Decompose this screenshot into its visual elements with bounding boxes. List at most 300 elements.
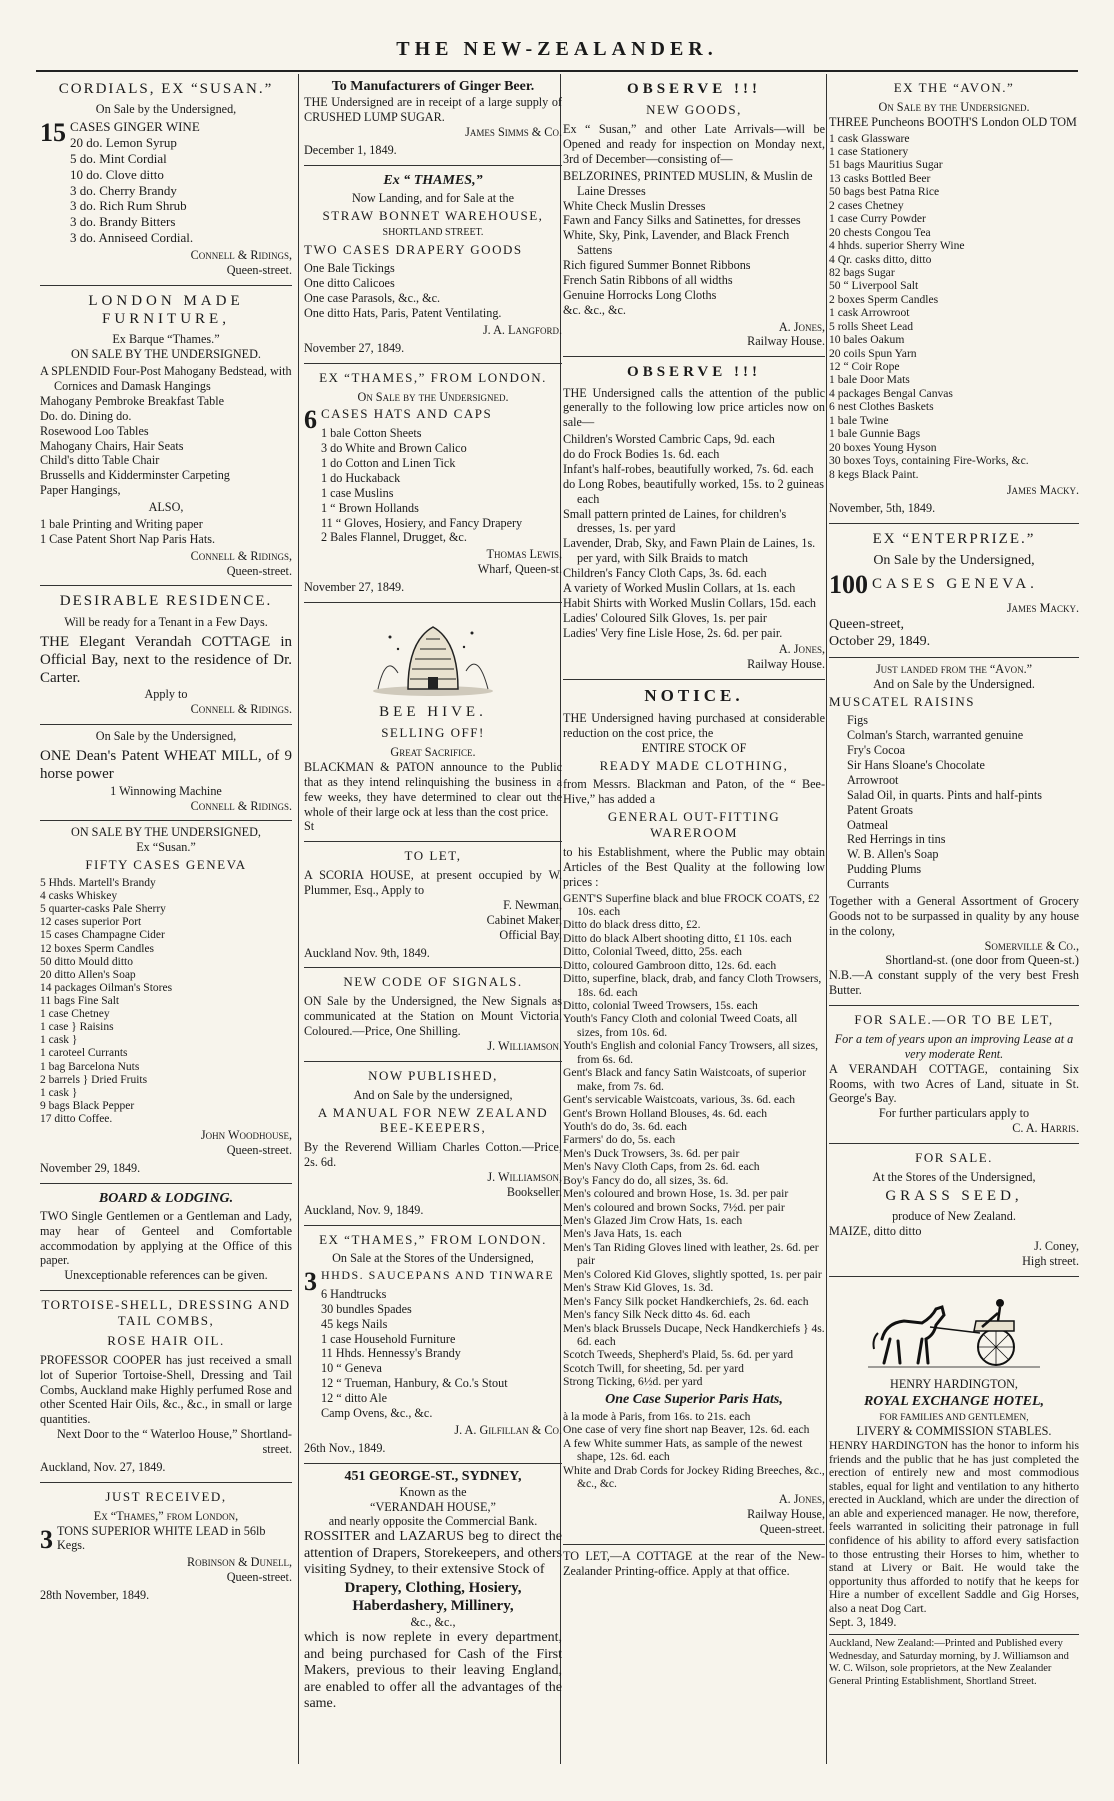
ad-subheading: Ex “Thames,” from London, <box>93 1508 239 1523</box>
list-item: 4 hhds. superior Sherry Wine <box>829 239 965 253</box>
item-list <box>40 877 292 1126</box>
list-item: 1 caroteel Currants <box>40 1047 128 1060</box>
ad-name: “VERANDAH HOUSE,” <box>370 1499 496 1514</box>
signature: F. Newman, <box>503 897 562 912</box>
column-rule <box>826 74 827 1764</box>
list-item: 1 case Household Furniture <box>321 1331 456 1346</box>
ad-date: Sept. 3, 1849. <box>829 1615 897 1630</box>
list-item: 2 cases Chetney <box>829 198 904 212</box>
ad-apply: For further particulars apply to <box>878 1106 1030 1121</box>
ad-heading: ROYAL EXCHANGE HOTEL, <box>863 1394 1045 1410</box>
ad-intro: Ex “ Susan,” and other Late Arrivals—will be Opened and ready for inspection on Monday next, 3rd of December—consisting of— <box>563 122 825 166</box>
ad-body: By the Reverend William Charles Cotton.—Price, 2s. 6d. <box>304 1140 562 1170</box>
list-item: Youth's Fancy Cloth and colonial Tweed Coats, all sizes, from 10s. 6d. <box>563 1012 798 1039</box>
ad-board-lodging <box>40 1184 292 1291</box>
ad-heading: BEE HIVE. <box>379 703 487 720</box>
ad-heading: 451 GEORGE-ST., SYDNEY, <box>344 1468 522 1484</box>
item-list <box>321 1287 562 1421</box>
ad-bee-hive <box>304 603 562 842</box>
signature: J. Williamson. <box>487 1038 562 1053</box>
item-list <box>321 426 562 545</box>
ad-body: ROSSITER and LAZARUS beg to direct the attention of Drapers, Storekeepers, and others visiting Sydney, to their extensive Stock of <box>304 1529 562 1578</box>
list-item: 3 do. Rich Rum Shrub <box>70 198 187 214</box>
ad-verandah-cottage <box>829 1006 1079 1144</box>
signature: Thomas Lewis, <box>486 547 562 562</box>
list-item: 50 ditto Mould ditto <box>40 955 133 968</box>
list-item: 14 packages Oilman's Stores <box>40 981 173 994</box>
list-item: 8 kegs Black Paint. <box>829 467 919 481</box>
printer-imprint: Auckland, New Zealand:—Printed and Published every Wednesday, and Saturday morning, by J. Williamson and W. C. Wilson, sole proprietors, at the New Zealander General Printing Establishment, Shortland Street. <box>829 1634 1079 1688</box>
list-item: 1 do Cotton and Linen Tick <box>321 456 456 471</box>
list-item: 3 do. Anniseed Cordial. <box>70 230 194 246</box>
address: Queen-street. <box>226 563 292 578</box>
ad-avon <box>829 74 1079 524</box>
item-list <box>847 713 1079 892</box>
list-item: 9 bags Black Pepper <box>40 1099 135 1112</box>
signature-2: Railway House, <box>747 1507 825 1522</box>
ad-heading: Just landed from the “Avon.” <box>875 661 1033 676</box>
list-item: Salad Oil, in quarts. Pints and half-pints <box>847 787 1042 802</box>
list-item: Men's Glazed Jim Crow Hats, 1s. each <box>563 1214 743 1228</box>
ad-heading: CORDIALS, EX “SUSAN.” <box>58 81 274 97</box>
signature: A. Jones, <box>778 319 825 334</box>
ad-date: November 29, 1849. <box>40 1160 141 1175</box>
horse-carriage-illustration-icon <box>864 1287 1044 1371</box>
ad-observe-low-price <box>563 357 825 680</box>
item-list <box>70 119 200 246</box>
ad-heading: EX THE “AVON.” <box>893 80 1015 95</box>
list-item: Men's Duck Trowsers, 3s. 6d. per pair <box>563 1146 740 1160</box>
list-item: 4 casks Whiskey <box>40 890 118 903</box>
ad-body-2: to his Establishment, where the Public may obtain Articles of the Best Quality at the following low prices : <box>563 844 825 889</box>
list-item: White and Drab Cords for Jockey Riding Breeches, &c., &c., &c. <box>563 1463 825 1490</box>
list-item: 10 “ Geneva <box>321 1361 382 1376</box>
list-item: 5 rolls Sheet Lead <box>829 319 914 333</box>
list-item: 1 case Muslins <box>321 485 394 500</box>
list-item: 4 packages Bengal Canvas <box>829 386 953 400</box>
list-item: Red Herrings in tins <box>847 832 946 847</box>
list-item: Fry's Cocoa <box>847 743 906 758</box>
signature: C. A. Harris. <box>1012 1121 1079 1136</box>
list-item: Children's Worsted Cambric Caps, 9d. each <box>563 432 775 447</box>
ad-bold: Drapery, Clothing, Hosiery, Haberdashery, Millinery, <box>344 1579 522 1615</box>
list-item: Ladies' Very fine Lisle Hose, 2s. 6d. per pair. <box>563 625 783 640</box>
list-item: Fawn and Fancy Silks and Satinettes, for dresses <box>563 213 801 228</box>
ad-heading: NEW CODE OF SIGNALS. <box>343 974 523 990</box>
ad-list-wrap <box>304 404 562 547</box>
list-item: BELZORINES, PRINTED MUSLIN, & Muslin de Laine Dresses <box>563 168 813 198</box>
masthead: THE NEW-ZEALANDER. <box>396 38 718 60</box>
ad-heading: TORTOISE-SHELL, DRESSING AND TAIL COMBS, <box>41 1297 291 1329</box>
ad-heading: NOW PUBLISHED, <box>368 1067 498 1083</box>
list-item: Men's Fancy Silk pocket Handkerchiefs, 2s. 6d. each <box>563 1294 809 1308</box>
list-item: Camp Ovens, &c., &c. <box>321 1405 433 1420</box>
ad-list-wrap <box>829 569 1079 601</box>
column-3 <box>563 74 825 1774</box>
ad-body: ONE Dean's Patent WHEAT MILL, of 9 horse power <box>40 748 292 783</box>
ad-body: PROFESSOR COOPER has just received a small lot of Superior Tortoise-Shell, Dressing and Tail Combs, Auckland make Highly perfumed Rose and other Scented Hair Oils, &c., &c., in small or large quantities. <box>40 1352 292 1427</box>
item-list <box>563 1410 825 1491</box>
signature: James Macky. <box>1006 600 1079 615</box>
ad-hats-caps <box>304 364 562 603</box>
ad-street: SHORTLAND STREET. <box>382 227 484 239</box>
ad-residence <box>40 586 292 725</box>
address: Queen-street. <box>226 1142 292 1157</box>
list-item: Arrowroot <box>847 772 899 787</box>
list-item: 4 Qr. casks ditto, ditto <box>829 252 932 266</box>
list-item: Gent's servicable Waistcoats, various, 3s. 6d. each <box>563 1093 796 1107</box>
list-item: Scotch Twill, for sheeting, 5d. per yard <box>563 1361 744 1375</box>
list-item: 20 ditto Allen's Soap <box>40 968 136 981</box>
quantity-figure: 3 <box>304 1267 317 1297</box>
signature: Connell & Ridings, <box>190 248 292 263</box>
ad-list-wrap <box>40 117 292 248</box>
ad-body: TWO Single Gentlemen or a Gentleman and Lady, may hear of Genteel and Comfortable accommodation by applying at the Office of this paper. <box>40 1208 292 1268</box>
address: Railway House. <box>747 334 825 349</box>
ad-cottage-to-let <box>563 1545 825 1586</box>
list-item: 45 kegs Nails <box>321 1316 388 1331</box>
signature: J. Williamson, <box>487 1169 562 1184</box>
list-item: Genuine Horrocks Long Cloths <box>563 287 717 302</box>
item-list <box>40 517 292 547</box>
list-item: 2 Bales Flannel, Drugget, &c. <box>321 530 467 545</box>
list-item: A few White summer Hats, as sample of the newest shape, 12s. 6d. each <box>563 1436 803 1464</box>
list-item: Mahogany Chairs, Hair Seats <box>40 438 184 453</box>
address: Wharf, Queen-st. <box>477 562 562 577</box>
list-item: W. B. Allen's Soap <box>847 847 939 862</box>
item-list <box>304 261 562 321</box>
ad-heading: EX “THAMES,” FROM LONDON. <box>319 369 547 385</box>
signature: A. Jones, <box>778 642 825 657</box>
ad-heading: EX “THAMES,” FROM LONDON. <box>319 1231 547 1247</box>
ad-heading: DESIRABLE RESIDENCE. <box>59 593 273 610</box>
list-item: Farmers' do do, 5s. each <box>563 1133 676 1147</box>
ad-subheading: For a tem of years upon an improving Lease at a very moderate Rent. <box>834 1031 1074 1061</box>
ad-to-let-scoria <box>304 842 562 968</box>
ad-subheading: ROSE HAIR OIL. <box>107 1332 225 1348</box>
list-item: Boy's Fancy do do, all sizes, 3s. 6d. <box>563 1173 729 1187</box>
list-item: Brussells and Kidderminster Carpeting <box>40 468 230 483</box>
ad-fragment: St <box>304 819 315 834</box>
ad-date: Auckland Nov. 9th, 1849. <box>304 945 430 960</box>
column-1 <box>40 74 292 1774</box>
address: Railway House. <box>747 657 825 672</box>
ad-body: TONS SUPERIOR WHITE LEAD in 56lb Kegs. <box>57 1523 266 1553</box>
list-item: 12 “ ditto Ale <box>321 1391 388 1406</box>
ad-heading: TO LET, <box>404 848 462 864</box>
list-item: Do. do. Dining do. <box>40 408 132 423</box>
list-item: 1 case Stationery <box>829 145 909 159</box>
ad-date: 26th Nov., 1849. <box>304 1440 386 1455</box>
signature: Connell & Ridings. <box>190 702 292 717</box>
signature: J. Coney, <box>1034 1238 1079 1253</box>
ad-list-wrap <box>304 1266 562 1423</box>
ad-subheading-2: Great Sacrifice. <box>390 745 476 760</box>
list-item: 3 do White and Brown Calico <box>321 441 467 456</box>
column-2 <box>304 74 562 1774</box>
list-item: One case of very fine short nap Beaver, 12s. 6d. each <box>563 1423 810 1437</box>
item-list <box>563 892 825 1389</box>
list-item: 12 cases superior Port <box>40 916 142 929</box>
ad-list-wrap <box>40 1524 292 1556</box>
item-list <box>563 432 825 640</box>
ad-heading: OBSERVE !!! <box>627 364 761 381</box>
ad-heading: To Manufacturers of Ginger Beer. <box>331 79 535 94</box>
list-item: Ditto, coloured Gambroon ditto, 12s. 6d. each <box>563 958 777 972</box>
ad-date: November 27, 1849. <box>304 340 405 355</box>
address: Next Door to the “ Waterloo House,” Shortland-street. <box>56 1427 292 1457</box>
ad-lead: HHDS. SAUCEPANS AND TINWARE <box>321 1268 555 1283</box>
ad-also: ALSO, <box>148 500 184 515</box>
masthead-rule <box>36 70 1078 72</box>
list-item: 50 “ Liverpool Salt <box>829 279 919 293</box>
ad-intro: On Sale by the Undersigned. <box>878 99 1030 114</box>
ad-cordials <box>40 74 292 286</box>
list-item: Youth's English and colonial Fancy Trowsers, all sizes, from 6s. 6d. <box>563 1039 819 1066</box>
list-item: A variety of Worked Muslin Collars, at 1s. each <box>563 580 796 595</box>
list-item: One Bale Tickings <box>304 261 395 276</box>
list-item: 1 bag Barcelona Nuts <box>40 1060 140 1073</box>
ad-white-lead <box>40 1483 292 1610</box>
list-item: Habit Shirts with Worked Muslin Collars, 15d. each <box>563 595 817 610</box>
ad-intro: THE Undersigned calls the attention of the public generally to the following low price articles now on sale— <box>563 385 825 430</box>
ad-title: A MANUAL FOR NEW ZEALAND BEE-KEEPERS, <box>317 1104 549 1136</box>
list-item: 1 cask } <box>40 1086 78 1099</box>
list-item: &c. &c., &c. <box>563 302 626 317</box>
list-item: A SPLENDID Four-Post Mahogany Bedstead, with Cornices and Damask Hangings <box>40 364 292 394</box>
ad-apply: Apply to <box>144 687 188 702</box>
list-item: Gent's Black and fancy Satin Waistcoats, of superior make, from 7s. 6d. <box>563 1066 807 1093</box>
ad-subheading: SELLING OFF! <box>381 725 485 741</box>
signature: J. A. Langford. <box>482 322 562 337</box>
signature: Connell & Ridings. <box>190 798 292 813</box>
ad-geneva <box>40 821 292 1183</box>
ad-bold: One Case Superior Paris Hats, <box>605 1391 783 1407</box>
ad-subheading: FOR FAMILIES AND GENTLEMEN, <box>879 1412 1029 1423</box>
ad-lead: TWO CASES DRAPERY GOODS <box>304 241 523 257</box>
ad-date: December 1, 1849. <box>304 142 397 157</box>
list-item: 82 bags Sugar <box>829 265 895 279</box>
ad-saucepans <box>304 1226 562 1464</box>
ad-subheading: Will be ready for a Tenant in a Few Days. <box>64 614 268 629</box>
signature: James Simms & Co. <box>465 124 562 139</box>
ad-stock: ENTIRE STOCK OF <box>641 740 747 755</box>
ad-lead: MUSCATEL RAISINS <box>829 693 975 709</box>
list-item: Patent Groats <box>847 802 914 817</box>
item-list <box>563 169 825 318</box>
ad-body: TO LET,—A COTTAGE at the rear of the New-Zealander Printing-office. Apply at that office. <box>563 1549 825 1578</box>
column-4 <box>829 74 1079 1774</box>
ad-notice-clothing <box>563 680 825 1545</box>
address: Queen-street. <box>226 262 292 277</box>
ad-subheading: produce of New Zealand. <box>892 1209 1016 1224</box>
ad-intro: Now Landing, and for Sale at the <box>351 190 515 205</box>
signature-2: Cabinet Maker, <box>486 912 562 927</box>
address: Queen-street, <box>829 616 905 632</box>
list-item: 1 do Huckaback <box>321 470 401 485</box>
ad-wheat-mill <box>40 725 292 821</box>
item-list <box>40 364 292 498</box>
ad-enterprize <box>829 524 1079 658</box>
ad-etc: &c., &c., <box>410 1615 456 1630</box>
signature: J. A. Gilfillan & Co. <box>454 1422 562 1437</box>
list-item: 51 bags Mauritius Sugar <box>829 158 943 172</box>
list-item: Currants <box>847 877 889 892</box>
list-item: do Long Robes, beautifully worked, 15s. to 2 guineas each <box>563 476 824 506</box>
list-item: French Satin Ribbons of all widths <box>563 272 733 287</box>
list-item: 11 “ Gloves, Hosiery, and Fancy Drapery <box>321 515 523 530</box>
list-item: 12 “ Trueman, Hanbury, & Co.'s Stout <box>321 1376 508 1391</box>
signature: James Macky. <box>1006 482 1079 497</box>
list-item: 1 bale Door Mats <box>829 373 910 387</box>
list-item: 12 boxes Sperm Candles <box>40 942 155 955</box>
ad-heading: JUST RECEIVED, <box>105 1488 227 1504</box>
list-item: Pudding Plums <box>847 862 922 877</box>
ad-lead: CASES HATS AND CAPS <box>321 406 493 422</box>
list-item: Ditto do black dress ditto, £2. <box>563 918 701 932</box>
ad-intro: At the Stores of the Undersigned, <box>872 1169 1036 1184</box>
list-item: 1 cask Glassware <box>829 131 910 145</box>
list-item: 30 bundles Spades <box>321 1301 412 1316</box>
ad-subheading: Ex Barque “Thames.” <box>112 332 220 347</box>
ad-heading: LONDON MADE FURNITURE, <box>88 292 244 328</box>
ad-body: A SCORIA HOUSE, at present occupied by W. Plummer, Esq., Apply to <box>304 868 562 898</box>
ad-heading: BOARD & LODGING. <box>98 1190 234 1206</box>
list-item: 1 Case Patent Short Nap Paris Hats. <box>40 531 216 546</box>
list-item: 15 cases Champagne Cider <box>40 929 165 942</box>
list-item: One ditto Calicoes <box>304 276 395 291</box>
ad-intro: ON SALE BY THE UNDERSIGNED, <box>71 825 261 840</box>
list-item: Men's black Brussels Ducape, Neck Handkerchiefs } 4s. 6d. each <box>563 1321 825 1348</box>
ad-body: HENRY HARDINGTON has the honor to inform his friends and the public that he has just completed the erection of entirely new and most commodious stables, equal for light and ventilation to any hitherto erected in Auckland, which are under the direction of an able and experienced manager. He now, therefore, feels warranted in soliciting their patronage in full confidence of his ability to afford every satisfaction to those entrusting their Horses to him, whether to stand at Livery or Bait. He would take the opportunity thus afforded to notify that he keeps for Hire a number of excellent Saddle and Gig Horses, also a neat Dog Cart. <box>829 1439 1079 1615</box>
address: Queen-street. <box>226 1570 292 1585</box>
list-item: Child's ditto Table Chair <box>40 453 160 468</box>
ad-intro: On Sale by the Undersigned, <box>873 553 1035 569</box>
list-item: Oatmeal <box>847 817 889 832</box>
list-item: Lavender, Drab, Sky, and Fawn Plain de Laines, 1s. per yard, with Silk Braids to match <box>563 536 816 566</box>
signature-2: Bookseller. <box>506 1184 562 1199</box>
list-item: Ditto, superfine, black, drab, and fancy Cloth Trowsers, 18s. 6d. each <box>563 972 822 999</box>
ad-heading: NOTICE. <box>644 686 744 706</box>
list-item: 1 cask Arrowroot <box>829 306 910 320</box>
list-item: 12 “ Coir Rope <box>829 360 900 374</box>
ad-grass-seed <box>829 1144 1079 1277</box>
list-item: 10 do. Clove ditto <box>70 166 164 182</box>
list-item: 2 barrels } Dried Fruits <box>40 1073 148 1086</box>
list-item: 5 do. Mint Cordial <box>70 150 167 166</box>
ad-sydney <box>304 1464 562 1720</box>
ad-intro: On Sale by the Undersigned, <box>95 102 237 117</box>
list-item: 11 bags Fine Salt <box>40 995 120 1008</box>
list-item: 6 nest Clothes Baskets <box>829 400 934 414</box>
ad-body: ON Sale by the Undersigned, the New Signals as communicated at the Station on Mount Victoria. Coloured.—Price, One Shilling. <box>304 994 562 1039</box>
list-item: 20 coils Spun Yarn <box>829 346 917 360</box>
list-item: Men's Tan Riding Gloves lined with leather, 2s. 6d. per pair <box>563 1240 819 1268</box>
ad-bee-manual <box>304 1062 562 1226</box>
list-item: One ditto Hats, Paris, Patent Ventilating. <box>304 306 502 321</box>
ad-tail: which is now replete in every department, and being purchased for Cash of the First Makers, previous to their leaving England, are enabled to offer all the advantages of the same. <box>304 1630 562 1712</box>
ad-lead: GRASS SEED, <box>885 1187 1023 1204</box>
address: High street. <box>1022 1253 1079 1268</box>
ad-intro: ON SALE BY THE UNDERSIGNED. <box>71 347 261 362</box>
ad-nb: N.B.—A constant supply of the very best Fresh Butter. <box>829 968 1079 998</box>
list-item: CASES GINGER WINE <box>70 119 200 135</box>
list-item: 1 cask } <box>40 1034 78 1047</box>
signature: Robinson & Dunell, <box>186 1555 292 1570</box>
list-item: 17 ditto Coffee. <box>40 1113 113 1125</box>
list-item: Men's fancy Silk Neck ditto 4s. 6d. each <box>563 1308 751 1322</box>
signature: John Woodhouse, <box>200 1128 292 1143</box>
list-item: 50 bags best Patna Rice <box>829 185 940 199</box>
ad-observe-new-goods <box>563 74 825 357</box>
quantity-figure: 15 <box>40 118 66 148</box>
ad-note: Unexceptionable references can be given. <box>64 1268 268 1283</box>
ad-heading: OBSERVE !!! <box>627 81 761 97</box>
list-item: 5 quarter-casks Pale Sherry <box>40 903 166 916</box>
list-item: Strong Ticking, 6½d. per yard <box>563 1375 703 1389</box>
list-item: One case Parasols, &c., &c. <box>304 291 441 306</box>
list-item: White, Sky, Pink, Lavender, and Black French Sattens <box>563 228 790 258</box>
ad-item: 1 Winnowing Machine <box>110 783 222 798</box>
list-item: Children's Fancy Cloth Caps, 3s. 6d. each <box>563 566 767 581</box>
ad-heading: FOR SALE.—OR TO BE LET, <box>854 1012 1054 1028</box>
address: Shortland-st. (one door from Queen-st.) <box>885 953 1079 968</box>
ad-date: 28th November, 1849. <box>40 1587 150 1602</box>
list-item: Youth's do do, 3s. 6d. each <box>563 1119 687 1133</box>
ad-ginger-beer <box>304 74 562 166</box>
list-item: Men's Straw Kid Gloves, 1s. 3d. <box>563 1281 714 1295</box>
item-list <box>829 132 1079 481</box>
ad-maize: MAIZE, ditto ditto <box>829 1223 922 1238</box>
list-item: 2 boxes Sperm Candles <box>829 292 939 306</box>
quantity-figure: 100 <box>829 570 868 600</box>
ad-furniture <box>40 286 292 587</box>
list-item: White Check Muslin Dresses <box>563 198 706 213</box>
list-item: GENT'S Superfine black and blue FROCK COATS, £2 10s. each <box>563 891 820 918</box>
list-item: 20 do. Lemon Syrup <box>70 135 177 151</box>
beehive-illustration-icon <box>368 613 498 697</box>
list-item: Scotch Tweeds, Shepherd's Plaid, 5s. 6d. per yard <box>563 1348 794 1362</box>
ad-date: Auckland, Nov. 9, 1849. <box>304 1202 424 1217</box>
list-item: 1 case Curry Powder <box>829 212 926 226</box>
ad-intro: On Sale by the Undersigned, <box>95 729 237 744</box>
list-item: 30 boxes Toys, containing Fire-Works, &c. <box>829 454 1029 468</box>
list-item: Men's Colored Kid Gloves, slightly spotted, 1s. per pair <box>563 1267 822 1281</box>
ad-livery: LIVERY & COMMISSION STABLES. <box>856 1424 1052 1439</box>
ad-heading: EX “ENTERPRIZE.” <box>872 530 1036 547</box>
list-item: Ditto do black Albert shooting ditto, £1 10s. each <box>563 931 792 945</box>
ad-intro: On Sale at the Stores of the Undersigned, <box>332 1251 534 1266</box>
list-item: Ditto, colonial Tweed Trowsers, 15s. each <box>563 999 758 1013</box>
ad-combs <box>40 1291 292 1483</box>
ad-body: A VERANDAH COTTAGE, containing Six Rooms, with two Acres of Land, situate in St. George's Bay. <box>829 1061 1079 1106</box>
quantity-figure: 3 <box>40 1524 53 1554</box>
ad-date: October 29, 1849. <box>829 633 931 649</box>
list-item: Colman's Starch, warranted genuine <box>847 728 1024 743</box>
ad-royal-exchange-hotel <box>829 1277 1079 1696</box>
ad-lead: FIFTY CASES GENEVA <box>85 857 247 873</box>
ad-body: THE Undersigned are in receipt of a large supply of CRUSHED LUMP SUGAR. <box>304 95 562 124</box>
list-item: 1 bale Gunnie Bags <box>829 427 921 441</box>
quantity-figure: 6 <box>304 405 317 435</box>
signature: A. Jones, <box>778 1492 825 1507</box>
list-item: 3 do. Cherry Brandy <box>70 182 177 198</box>
ad-wareroom: GENERAL OUT-FITTING WAREROOM <box>607 809 781 841</box>
list-item: Gent's Brown Holland Blouses, 4s. 6d. each <box>563 1106 767 1120</box>
list-item: 1 case } Raisins <box>40 1021 114 1034</box>
list-item: 10 bales Oakum <box>829 333 905 347</box>
ad-body: Together with a General Assortment of Grocery Goods not to be surpassed in quality by any house in the colony, <box>829 893 1079 938</box>
